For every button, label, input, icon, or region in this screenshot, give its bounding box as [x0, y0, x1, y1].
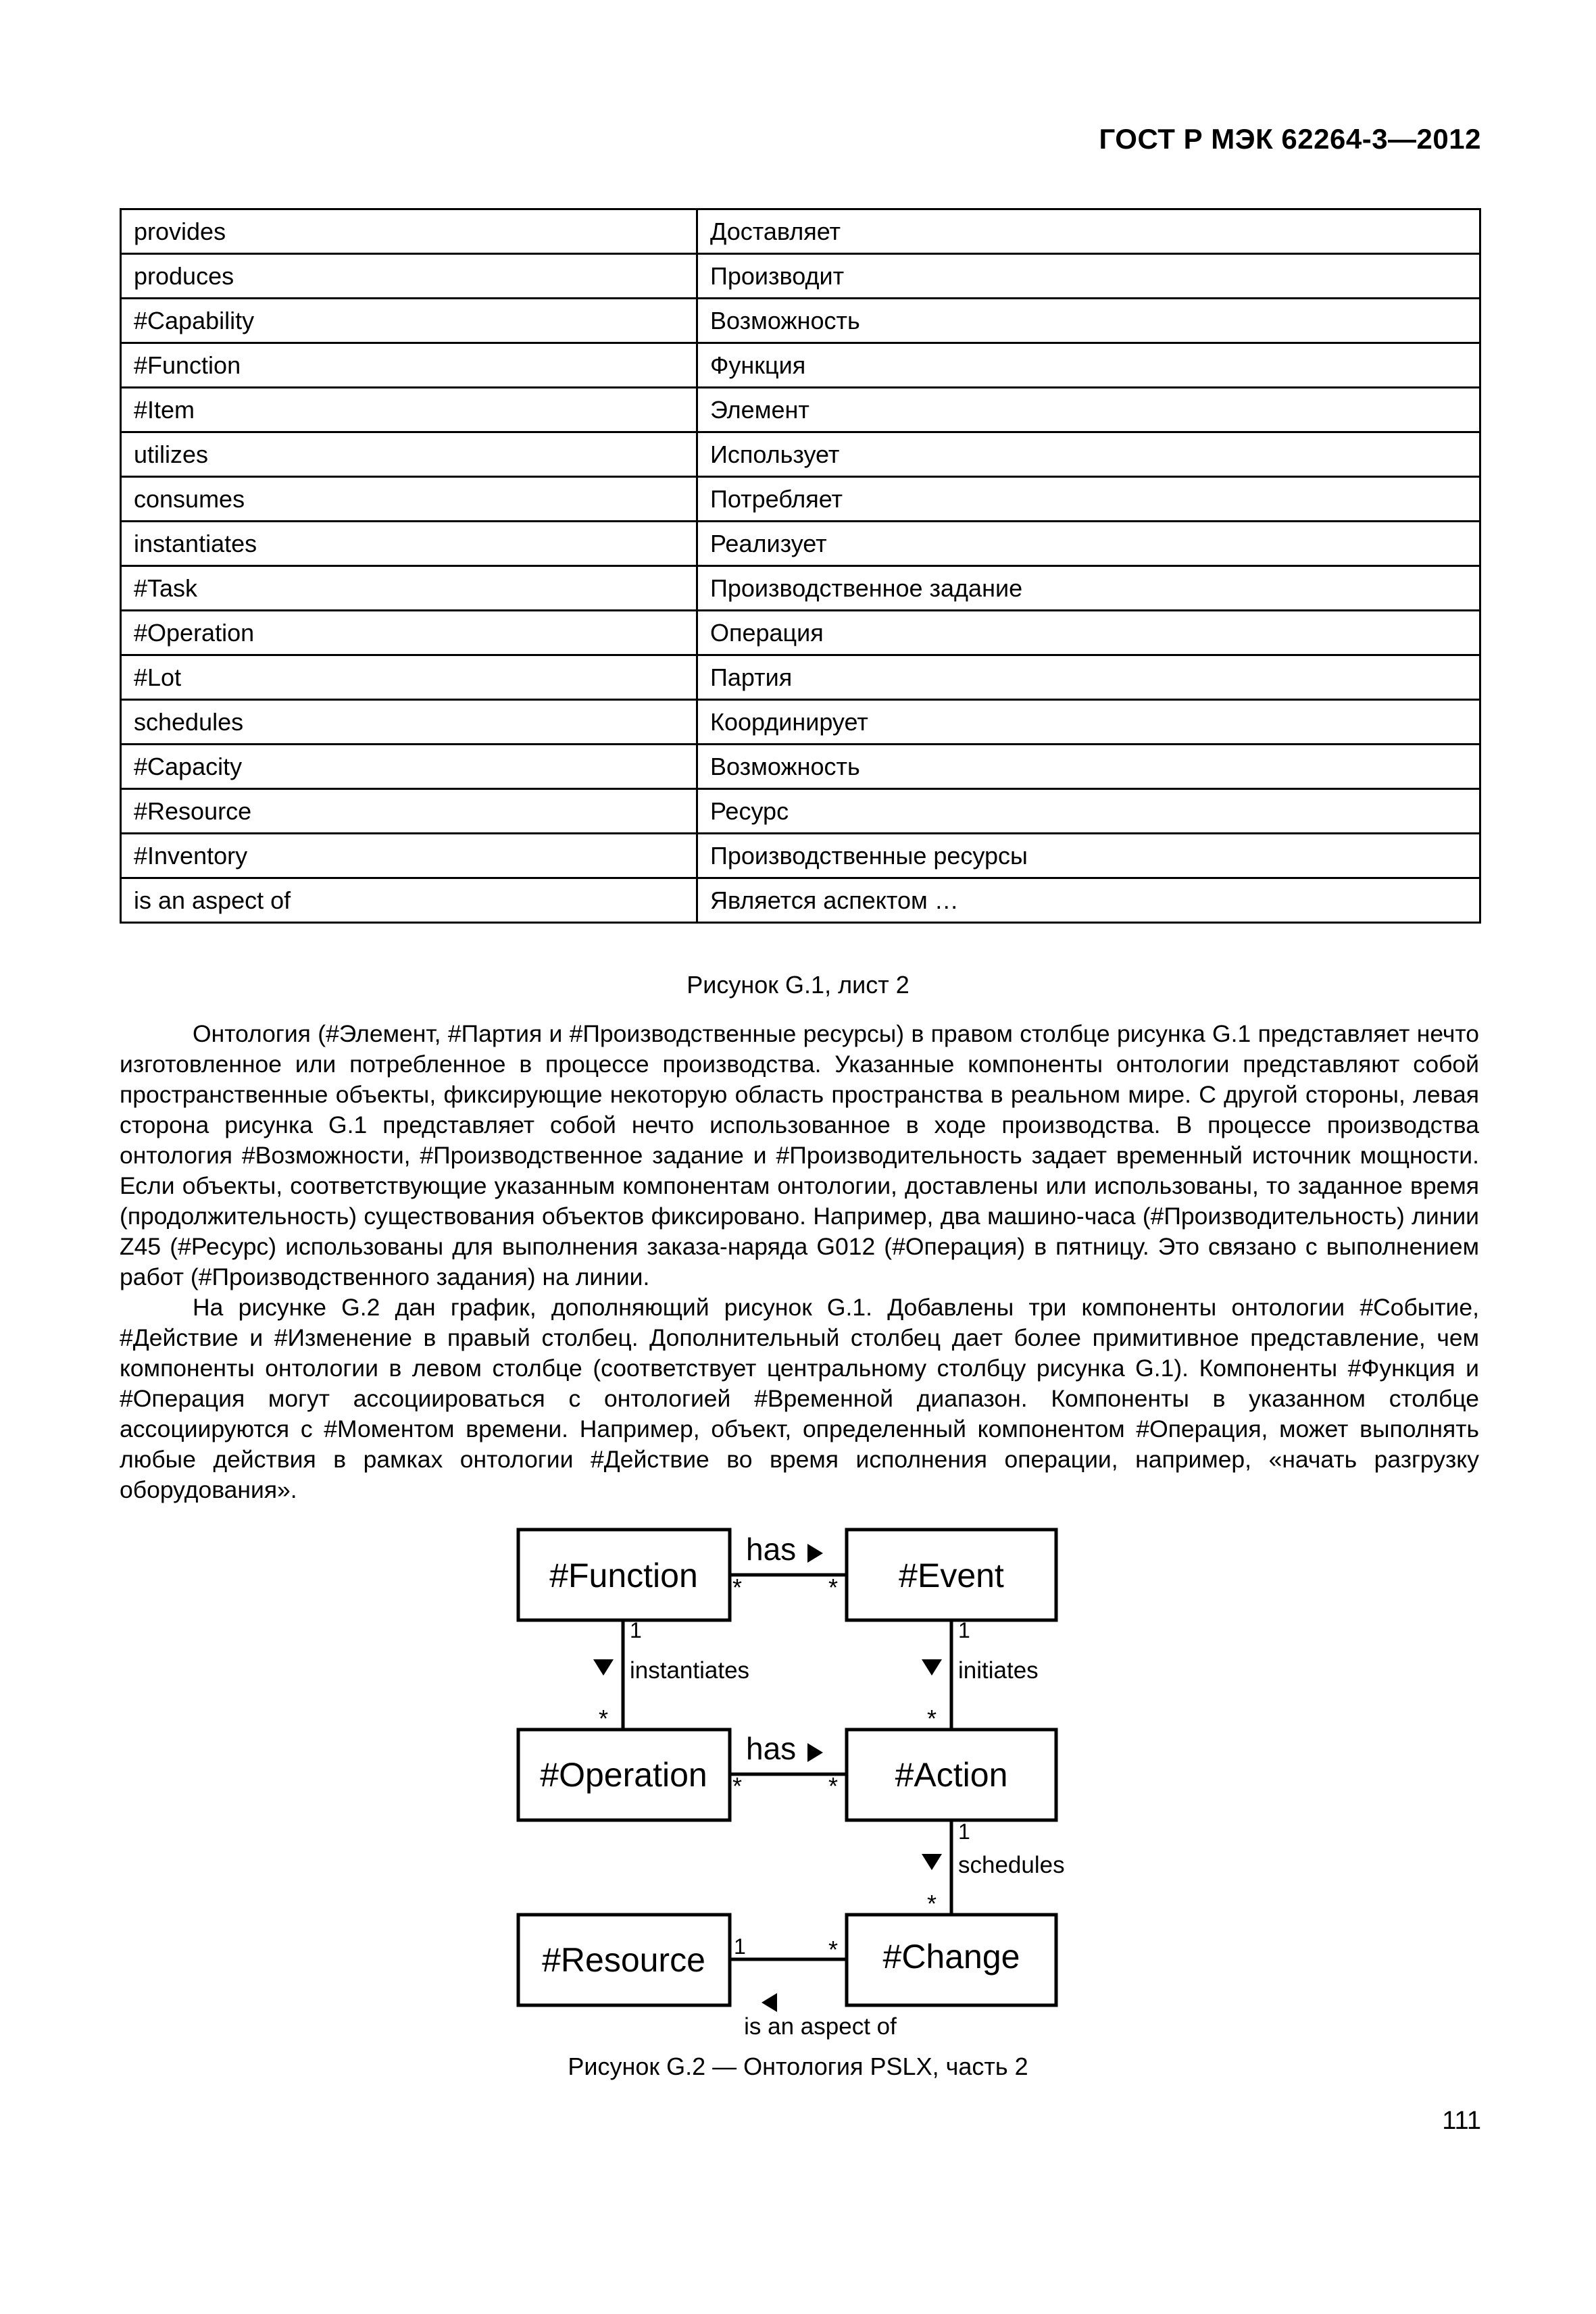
term-english: #Function [121, 343, 697, 388]
term-english: #Task [121, 566, 697, 611]
box-label-change: #Change [882, 1938, 1020, 1976]
arrow-has-top-icon [807, 1544, 823, 1563]
page-number: 111 [1442, 2107, 1481, 2135]
arrow-initiates-icon [922, 1659, 942, 1676]
mult-operation-action-dst: * [828, 1772, 839, 1800]
mult-initiates-src: 1 [958, 1618, 970, 1642]
term-russian: Доставляет [697, 209, 1480, 254]
mult-schedules-dst: * [927, 1890, 937, 1917]
term-english: #Resource [121, 789, 697, 834]
term-english: #Item [121, 388, 697, 432]
term-russian: Возможность [697, 745, 1480, 789]
box-label-action: #Action [895, 1756, 1008, 1794]
figure-caption-g1: Рисунок G.1, лист 2 [687, 971, 909, 999]
term-russian: Производит [697, 254, 1480, 299]
term-english: #Lot [121, 655, 697, 700]
term-russian: Производственное задание [697, 566, 1480, 611]
relation-has-top: has [746, 1532, 797, 1567]
relation-is-an-aspect-of: is an aspect of [744, 2013, 897, 2040]
mult-instantiates-dst: * [599, 1705, 609, 1732]
term-english: consumes [121, 477, 697, 522]
term-english: is an aspect of [121, 878, 697, 923]
body-paragraph-1: Онтология (#Элемент, #Партия и #Производственные ресурсы) в правом столбце рисунка G.1 представляет нечто изготовленное или потребленное в процессе производства. Указанные компоненты онтологии представляют собой пространственные объекты, фиксирующие некоторую область пространства в реальном мире. С другой стороны, левая сторона рисунка G.1 представляет собой нечто использованное в ходе производства. В процессе производства онтология #Возможности, #Производственное задание и #Производительность задает временный источник мощности. Если объекты, соответствующие указанным компонентам онтологии, доставлены или использованы, то заданное время (продолжительность) существования объектов фиксировано. Например, два машино-часа (#Производительность) линии Z45 (#Ресурс) использованы для выполнения заказа-наряда G012 (#Операция) в пятницу. Это связано с выполнением работ (#Производственного задания) на линии. [120, 1020, 1479, 1290]
mult-instantiates-src: 1 [630, 1618, 642, 1642]
term-english: produces [121, 254, 697, 299]
term-russian: Реализует [697, 522, 1480, 566]
term-english: provides [121, 209, 697, 254]
box-label-resource: #Resource [542, 1941, 705, 1979]
term-english: #Operation [121, 611, 697, 655]
mult-aspect-dst: * [828, 1936, 839, 1963]
figure-caption-g2: Рисунок G.2 — Онтология PSLX, часть 2 [568, 2053, 1028, 2080]
relation-has-mid: has [746, 1731, 797, 1766]
arrow-schedules-icon [922, 1854, 942, 1870]
mult-function-event-dst: * [828, 1574, 839, 1601]
relation-instantiates: instantiates [630, 1657, 750, 1684]
term-russian: Функция [697, 343, 1480, 388]
term-english: schedules [121, 700, 697, 745]
box-label-function: #Function [549, 1557, 698, 1594]
relation-initiates: initiates [958, 1657, 1039, 1684]
body-paragraph-2: На рисунке G.2 дан график, дополняющий рисунок G.1. Добавлены три компоненты онтологии #Событие, #Действие и #Изменение в правый столбец. Дополнительный столбец дает более примитивное представление, чем компоненты онтологии в левом столбце (соответствует центральному столбцу рисунка G.1). Компоненты #Функция и #Операция могут ассоциироваться с онтологией #Временной диапазон. Компоненты в указанном столбце ассоциируются с #Моментом времени. Например, объект, определенный компонентом #Операция, может выполнять любые действия в рамках онтологии #Действие во время исполнения операции, например, «начать разгрузку оборудования». [120, 1294, 1479, 1503]
term-russian: Ресурс [697, 789, 1480, 834]
term-russian: Операция [697, 611, 1480, 655]
term-russian: Возможность [697, 299, 1480, 343]
term-english: instantiates [121, 522, 697, 566]
term-english: utilizes [121, 432, 697, 477]
term-russian: Является аспектом … [697, 878, 1480, 923]
box-label-event: #Event [899, 1557, 1004, 1594]
arrow-has-mid-icon [807, 1743, 823, 1762]
arrow-aspect-icon [762, 1993, 777, 2012]
mult-function-event-src: * [732, 1574, 743, 1601]
mult-aspect-src: 1 [734, 1934, 746, 1959]
term-english: #Capacity [121, 745, 697, 789]
term-russian: Координирует [697, 700, 1480, 745]
relation-schedules: schedules [958, 1852, 1065, 1878]
document-header: ГОСТ Р МЭК 62264-3—2012 [1099, 123, 1481, 155]
term-russian: Потребляет [697, 477, 1480, 522]
mult-initiates-dst: * [927, 1705, 937, 1732]
term-russian: Партия [697, 655, 1480, 700]
box-label-operation: #Operation [540, 1756, 707, 1794]
term-russian: Использует [697, 432, 1480, 477]
mult-schedules-src: 1 [958, 1819, 970, 1844]
term-english: #Capability [121, 299, 697, 343]
mult-operation-action-src: * [732, 1772, 743, 1800]
term-russian: Элемент [697, 388, 1480, 432]
arrow-instantiates-icon [593, 1659, 614, 1676]
term-russian: Производственные ресурсы [697, 834, 1480, 878]
term-english: #Inventory [121, 834, 697, 878]
